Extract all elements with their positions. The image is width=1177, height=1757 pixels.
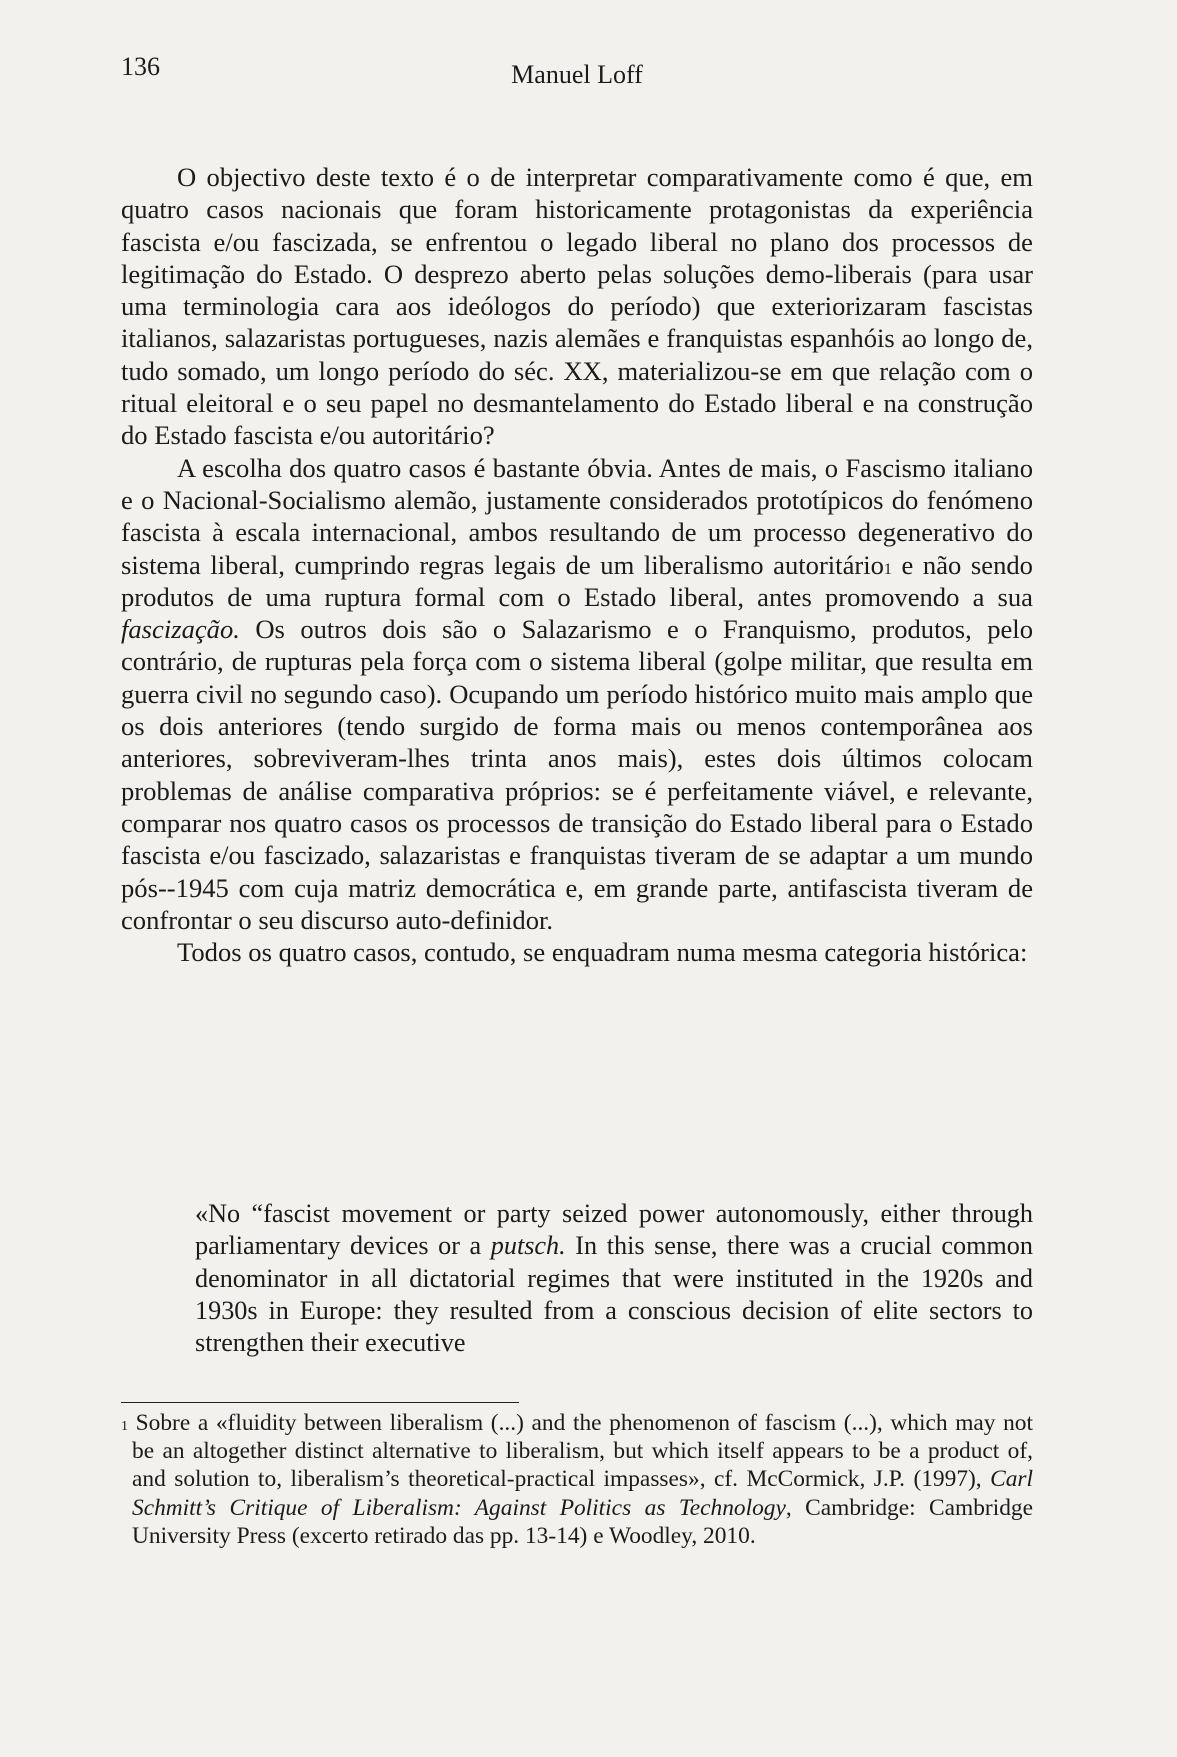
paragraph-2-part-b: e não sendo produtos de uma ruptura formal com o Estado liberal, antes promovendo a sua	[121, 549, 1033, 612]
footnote-book-title: Carl Schmitt’s Critique of Liberalism: Against Politics as Technology	[132, 1466, 1033, 1521]
quote-part-a: «No “fascist movement or party seized power autonomously, either through parliamentary devices or a	[195, 1199, 1033, 1261]
paragraph-2-emphasis: fascização.	[121, 614, 240, 645]
quote-emphasis: putsch.	[490, 1231, 566, 1261]
footnote-part-a: Sobre a «fluidity between liberalism (...) and the phenomenon of fascism (...), which may not be an altogether distinct alternative to liberalism, but which itself appears to be a product of, and solution to, liberalism’s theoretical-practical impasses», cf. McCormick, J.P. (1997),	[128, 1410, 1033, 1493]
paragraph-2-part-a: A escolha dos quatro casos é bastante óbvia. Antes de mais, o Fascismo italiano e o Nacional-Socialismo alemão, justamente considerados prototípicos do fenómeno fascista à escala internacional, ambos resultando de um processo degenerativo do sistema liberal, cumprindo regras legais de um liberalismo autoritário	[121, 452, 1033, 580]
footnote-marker: 1	[121, 1418, 129, 1434]
footnote-1	[121, 1409, 1033, 1550]
page-number: 136	[121, 52, 160, 81]
footnote-reference[interactable]: 1	[883, 560, 892, 578]
quote-part-b: In this sense, there was a crucial common denominator in all dictatorial regimes that were instituted in the 1920s and 1930s in Europe: they resulted from a conscious decision of elite sectors to strengthen their executive	[195, 1231, 1033, 1358]
paragraph-2	[121, 452, 1033, 936]
main-text	[121, 161, 1033, 968]
paragraph-3: Todos os quatro casos, contudo, se enquadram numa mesma categoria histórica:	[177, 937, 1028, 968]
footnote-separator	[121, 1402, 519, 1403]
paragraph-1: O objectivo deste texto é o de interpretar comparativamente como é que, em quatro casos nacionais que foram historicamente protagonistas da experiência fascista e/ou fascizada, se enfrentou o legado liberal no plano dos processos de legitimação do Estado. O desprezo aberto pelas soluções demo-liberais (para usar uma terminologia cara aos ideólogos do período) que exteriorizaram fascistas italianos, salazaristas portugueses, nazis alemães e franquistas espanhóis ao longo de, tudo somado, um longo período do séc. XX, materializou-se em que relação com o ritual eleitoral e o seu papel no desmantelamento do Estado liberal e na construção do Estado fascista e/ou autoritário?	[121, 162, 1033, 451]
footnote-part-b: , Cambridge: Cambridge University Press (excerto retirado das pp. 13-14) e Woodley, 2010.	[132, 1494, 1033, 1549]
running-head-author: Manuel Loff	[511, 60, 643, 89]
paragraph-2-part-c: Os outros dois são o Salazarismo e o Franquismo, produtos, pelo contrário, de rupturas pela força com o sistema liberal (golpe militar, que resulta em guerra civil no segundo caso). Ocupando um período histórico muito mais amplo que os dois anteriores (tendo surgido de forma mais ou menos contemporânea aos anteriores, sobreviveram-lhes trinta anos mais), estes dois últimos colocam problemas de análise comparativa próprios: se é perfeitamente viável, e relevante, comparar nos quatro casos os processos de transição do Estado liberal para o Estado fascista e/ou fascizado, salazaristas e franquistas tiveram de se adaptar a um mundo pós--1945 com cuja matriz democrática e, em grande parte, antifascista tiveram de confrontar o seu discurso auto-definidor.	[121, 614, 1033, 935]
block-quote	[195, 1198, 1033, 1359]
